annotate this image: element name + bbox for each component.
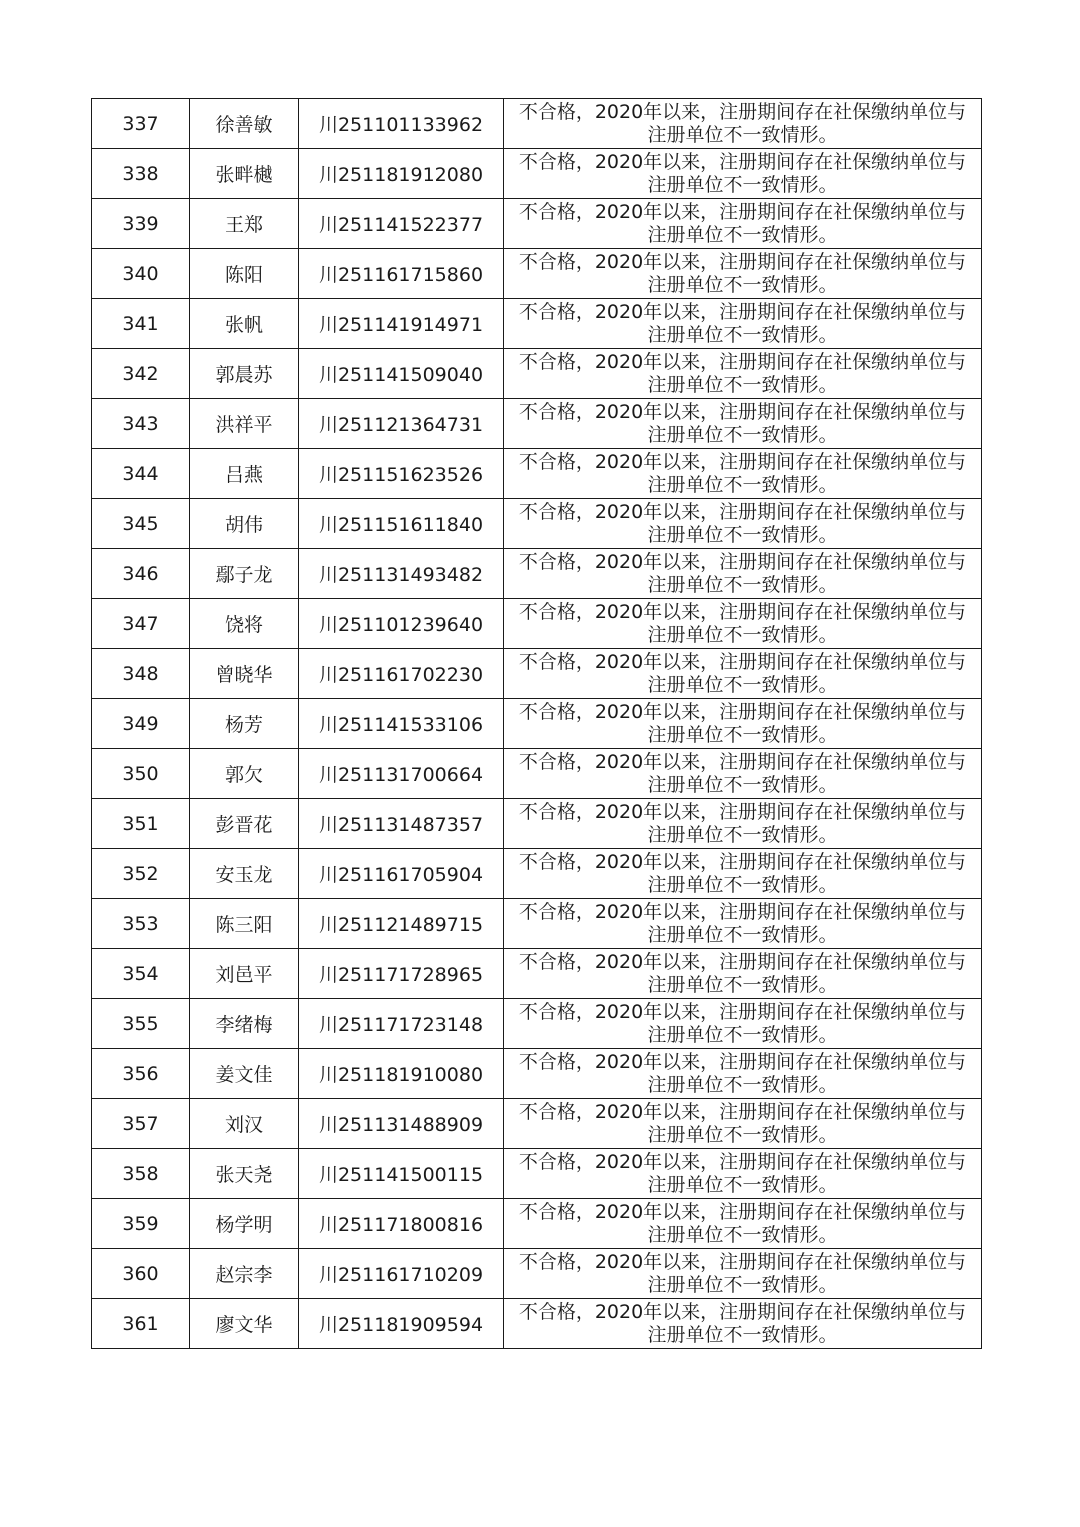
review-result-line: 不合格，2020年以来，注册期间存在社保缴纳单位与 [518, 250, 967, 273]
row-number: 338 [92, 149, 190, 199]
person-name: 刘邑平 [190, 949, 299, 999]
review-result-line: 注册单位不一致情形。 [647, 423, 838, 446]
table-row [92, 1299, 982, 1349]
review-result-line: 注册单位不一致情形。 [647, 723, 838, 746]
certificate-number: 川251141500115 [299, 1149, 504, 1199]
certificate-number: 川251181910080 [299, 1049, 504, 1099]
person-name: 彭晋花 [190, 799, 299, 849]
review-result-line: 不合格，2020年以来，注册期间存在社保缴纳单位与 [518, 700, 967, 723]
review-result-line: 不合格，2020年以来，注册期间存在社保缴纳单位与 [518, 550, 967, 573]
certificate-number: 川251161705904 [299, 849, 504, 899]
row-number: 344 [92, 449, 190, 499]
table-row [92, 699, 982, 749]
table-body [92, 99, 982, 1349]
row-number: 357 [92, 1099, 190, 1149]
row-number: 358 [92, 1149, 190, 1199]
certificate-number: 川251141533106 [299, 699, 504, 749]
review-result-line: 不合格，2020年以来，注册期间存在社保缴纳单位与 [518, 1200, 967, 1223]
table-row [92, 1249, 982, 1299]
table-row [92, 149, 982, 199]
review-result-line: 不合格，2020年以来，注册期间存在社保缴纳单位与 [518, 200, 967, 223]
result-table [91, 98, 982, 1349]
row-number: 346 [92, 549, 190, 599]
review-result-line: 不合格，2020年以来，注册期间存在社保缴纳单位与 [518, 350, 967, 373]
review-result-line: 不合格，2020年以来，注册期间存在社保缴纳单位与 [518, 1300, 967, 1323]
table-row [92, 1149, 982, 1199]
review-result [504, 699, 982, 749]
review-result [504, 649, 982, 699]
review-result-line: 注册单位不一致情形。 [647, 1073, 838, 1096]
person-name: 安玉龙 [190, 849, 299, 899]
review-result-line: 注册单位不一致情形。 [647, 223, 838, 246]
person-name: 刘汉 [190, 1099, 299, 1149]
person-name: 李绪梅 [190, 999, 299, 1049]
person-name: 杨学明 [190, 1199, 299, 1249]
review-result-line: 注册单位不一致情形。 [647, 623, 838, 646]
certificate-number: 川251131488909 [299, 1099, 504, 1149]
review-result-line: 不合格，2020年以来，注册期间存在社保缴纳单位与 [518, 1250, 967, 1273]
review-result [504, 999, 982, 1049]
row-number: 354 [92, 949, 190, 999]
table-row [92, 249, 982, 299]
person-name: 廖文华 [190, 1299, 299, 1349]
review-result [504, 899, 982, 949]
person-name: 陈三阳 [190, 899, 299, 949]
review-result-line: 注册单位不一致情形。 [647, 773, 838, 796]
review-result-line: 注册单位不一致情形。 [647, 923, 838, 946]
row-number: 356 [92, 1049, 190, 1099]
review-result-line: 不合格，2020年以来，注册期间存在社保缴纳单位与 [518, 1100, 967, 1123]
row-number: 351 [92, 799, 190, 849]
review-result-line: 不合格，2020年以来，注册期间存在社保缴纳单位与 [518, 1150, 967, 1173]
row-number: 348 [92, 649, 190, 699]
table-row [92, 849, 982, 899]
certificate-number: 川251151611840 [299, 499, 504, 549]
person-name: 杨芳 [190, 699, 299, 749]
review-result [504, 349, 982, 399]
review-result [504, 749, 982, 799]
certificate-number: 川251161702230 [299, 649, 504, 699]
review-result [504, 1299, 982, 1349]
review-result-line: 注册单位不一致情形。 [647, 1023, 838, 1046]
row-number: 352 [92, 849, 190, 899]
review-result-line: 不合格，2020年以来，注册期间存在社保缴纳单位与 [518, 400, 967, 423]
review-result-line: 不合格，2020年以来，注册期间存在社保缴纳单位与 [518, 100, 967, 123]
review-result-line: 注册单位不一致情形。 [647, 273, 838, 296]
table-row [92, 899, 982, 949]
review-result-line: 注册单位不一致情形。 [647, 1323, 838, 1346]
review-result-line: 注册单位不一致情形。 [647, 473, 838, 496]
review-result-line: 不合格，2020年以来，注册期间存在社保缴纳单位与 [518, 300, 967, 323]
row-number: 349 [92, 699, 190, 749]
row-number: 347 [92, 599, 190, 649]
review-result [504, 399, 982, 449]
review-result-line: 不合格，2020年以来，注册期间存在社保缴纳单位与 [518, 450, 967, 473]
table-row [92, 1099, 982, 1149]
review-result-line: 注册单位不一致情形。 [647, 1173, 838, 1196]
review-result [504, 1149, 982, 1199]
row-number: 359 [92, 1199, 190, 1249]
review-result [504, 1199, 982, 1249]
person-name: 张帆 [190, 299, 299, 349]
table-row [92, 199, 982, 249]
row-number: 361 [92, 1299, 190, 1349]
certificate-number: 川251141914971 [299, 299, 504, 349]
row-number: 337 [92, 99, 190, 149]
review-result [504, 299, 982, 349]
person-name: 郭欠 [190, 749, 299, 799]
review-result-line: 注册单位不一致情形。 [647, 123, 838, 146]
person-name: 徐善敏 [190, 99, 299, 149]
table-row [92, 349, 982, 399]
certificate-number: 川251141509040 [299, 349, 504, 399]
review-result-line: 注册单位不一致情形。 [647, 1273, 838, 1296]
table-row [92, 799, 982, 849]
review-result [504, 549, 982, 599]
row-number: 341 [92, 299, 190, 349]
review-result-line: 注册单位不一致情形。 [647, 373, 838, 396]
review-result-line: 不合格，2020年以来，注册期间存在社保缴纳单位与 [518, 150, 967, 173]
certificate-number: 川251171800816 [299, 1199, 504, 1249]
table-row [92, 999, 982, 1049]
review-result [504, 849, 982, 899]
document-sheet [91, 98, 981, 1349]
review-result-line: 不合格，2020年以来，注册期间存在社保缴纳单位与 [518, 850, 967, 873]
table-row [92, 549, 982, 599]
review-result-line: 注册单位不一致情形。 [647, 1223, 838, 1246]
certificate-number: 川251141522377 [299, 199, 504, 249]
person-name: 郭晨苏 [190, 349, 299, 399]
row-number: 343 [92, 399, 190, 449]
review-result [504, 449, 982, 499]
certificate-number: 川251161710209 [299, 1249, 504, 1299]
review-result-line: 注册单位不一致情形。 [647, 873, 838, 896]
certificate-number: 川251171723148 [299, 999, 504, 1049]
review-result-line: 不合格，2020年以来，注册期间存在社保缴纳单位与 [518, 950, 967, 973]
review-result [504, 1049, 982, 1099]
certificate-number: 川251101239640 [299, 599, 504, 649]
review-result [504, 1249, 982, 1299]
certificate-number: 川251181912080 [299, 149, 504, 199]
row-number: 360 [92, 1249, 190, 1299]
person-name: 姜文佳 [190, 1049, 299, 1099]
certificate-number: 川251121364731 [299, 399, 504, 449]
certificate-number: 川251151623526 [299, 449, 504, 499]
review-result-line: 注册单位不一致情形。 [647, 323, 838, 346]
person-name: 曾晓华 [190, 649, 299, 699]
review-result [504, 599, 982, 649]
review-result-line: 注册单位不一致情形。 [647, 673, 838, 696]
person-name: 赵宗李 [190, 1249, 299, 1299]
review-result [504, 249, 982, 299]
row-number: 350 [92, 749, 190, 799]
certificate-number: 川251121489715 [299, 899, 504, 949]
person-name: 鄢子龙 [190, 549, 299, 599]
certificate-number: 川251101133962 [299, 99, 504, 149]
table-row [92, 1049, 982, 1099]
table-row [92, 949, 982, 999]
person-name: 王郑 [190, 199, 299, 249]
review-result-line: 注册单位不一致情形。 [647, 823, 838, 846]
table-row [92, 1199, 982, 1249]
table-row [92, 749, 982, 799]
review-result-line: 不合格，2020年以来，注册期间存在社保缴纳单位与 [518, 750, 967, 773]
person-name: 胡伟 [190, 499, 299, 549]
table-row [92, 399, 982, 449]
person-name: 陈阳 [190, 249, 299, 299]
certificate-number: 川251131487357 [299, 799, 504, 849]
row-number: 340 [92, 249, 190, 299]
review-result [504, 1099, 982, 1149]
review-result-line: 注册单位不一致情形。 [647, 973, 838, 996]
row-number: 353 [92, 899, 190, 949]
certificate-number: 川251181909594 [299, 1299, 504, 1349]
certificate-number: 川251131493482 [299, 549, 504, 599]
review-result [504, 949, 982, 999]
review-result-line: 不合格，2020年以来，注册期间存在社保缴纳单位与 [518, 500, 967, 523]
review-result-line: 注册单位不一致情形。 [647, 173, 838, 196]
review-result-line: 不合格，2020年以来，注册期间存在社保缴纳单位与 [518, 800, 967, 823]
certificate-number: 川251131700664 [299, 749, 504, 799]
review-result-line: 不合格，2020年以来，注册期间存在社保缴纳单位与 [518, 1050, 967, 1073]
person-name: 洪祥平 [190, 399, 299, 449]
review-result-line: 不合格，2020年以来，注册期间存在社保缴纳单位与 [518, 650, 967, 673]
person-name: 饶将 [190, 599, 299, 649]
table-row [92, 99, 982, 149]
review-result [504, 499, 982, 549]
row-number: 339 [92, 199, 190, 249]
review-result-line: 注册单位不一致情形。 [647, 1123, 838, 1146]
table-row [92, 449, 982, 499]
review-result-line: 注册单位不一致情形。 [647, 523, 838, 546]
table-row [92, 599, 982, 649]
person-name: 张天尧 [190, 1149, 299, 1199]
certificate-number: 川251171728965 [299, 949, 504, 999]
review-result-line: 不合格，2020年以来，注册期间存在社保缴纳单位与 [518, 1000, 967, 1023]
row-number: 355 [92, 999, 190, 1049]
review-result [504, 799, 982, 849]
review-result [504, 149, 982, 199]
certificate-number: 川251161715860 [299, 249, 504, 299]
review-result [504, 199, 982, 249]
review-result-line: 不合格，2020年以来，注册期间存在社保缴纳单位与 [518, 600, 967, 623]
person-name: 吕燕 [190, 449, 299, 499]
review-result [504, 99, 982, 149]
review-result-line: 注册单位不一致情形。 [647, 573, 838, 596]
row-number: 342 [92, 349, 190, 399]
review-result-line: 不合格，2020年以来，注册期间存在社保缴纳单位与 [518, 900, 967, 923]
row-number: 345 [92, 499, 190, 549]
table-row [92, 299, 982, 349]
table-row [92, 499, 982, 549]
person-name: 张畔樾 [190, 149, 299, 199]
table-row [92, 649, 982, 699]
